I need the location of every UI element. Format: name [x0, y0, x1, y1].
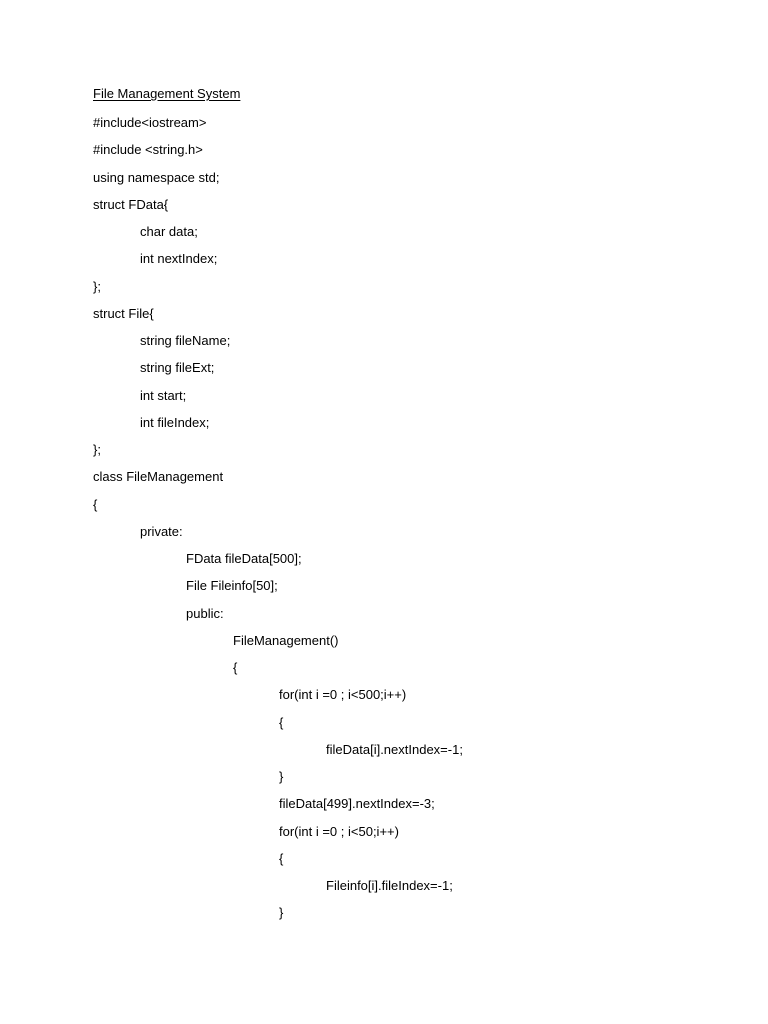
code-line: fileData[499].nextIndex=-3;	[279, 796, 435, 811]
code-line: public:	[186, 606, 224, 621]
code-line: FData fileData[500];	[186, 551, 302, 566]
code-line: #include<iostream>	[93, 115, 207, 130]
code-line: {	[279, 851, 284, 866]
code-line: for(int i =0 ; i<500;i++)	[279, 687, 407, 702]
code-line: {	[279, 715, 284, 730]
code-line: int fileIndex;	[140, 415, 210, 430]
code-line: {	[93, 497, 98, 512]
code-line: struct File{	[93, 306, 154, 321]
code-line: #include <string.h>	[93, 142, 203, 157]
code-line: int nextIndex;	[140, 251, 218, 266]
code-line: }	[279, 905, 284, 920]
code-line: class FileManagement	[93, 469, 224, 484]
code-line: string fileName;	[140, 333, 231, 348]
code-line: }	[279, 769, 284, 784]
code-line: {	[233, 660, 238, 675]
code-line: private:	[140, 524, 183, 539]
code-line: };	[93, 279, 101, 294]
code-line: };	[93, 442, 101, 457]
code-line: char data;	[140, 224, 198, 239]
code-line: Fileinfo[i].fileIndex=-1;	[326, 878, 453, 893]
code-line: int start;	[140, 388, 187, 403]
code-line: using namespace std;	[93, 170, 220, 185]
code-line: fileData[i].nextIndex=-1;	[326, 742, 463, 757]
code-line: struct FData{	[93, 197, 169, 212]
code-line: string fileExt;	[140, 360, 215, 375]
document-title: File Management System	[93, 86, 241, 101]
code-line: File Fileinfo[50];	[186, 578, 278, 593]
code-line: for(int i =0 ; i<50;i++)	[279, 824, 399, 839]
code-line: FileManagement()	[233, 633, 339, 648]
